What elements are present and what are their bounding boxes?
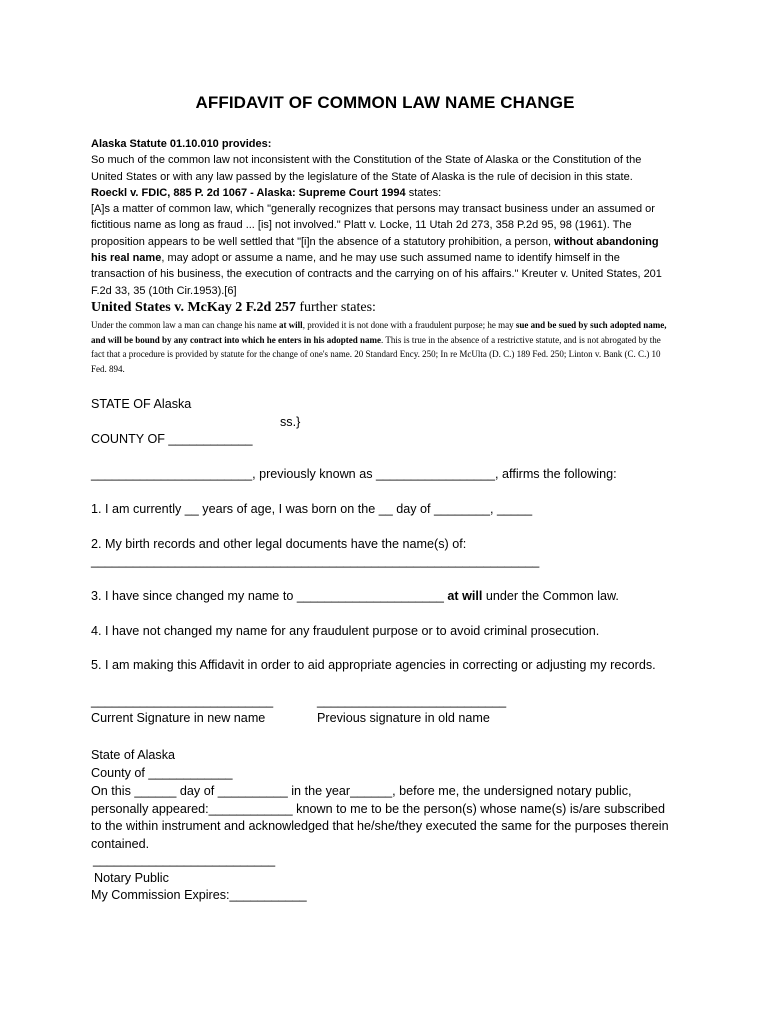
- current-signature-line: __________________________: [91, 694, 274, 708]
- previous-signature-line: ___________________________: [317, 694, 507, 708]
- roeckl-text-a: [A]s a matter of common law, which "generally recognizes that persons may transact business under an assumed or fictitious name as long as fraud ... [is] not involved." Platt v. Locke, 11 Utah 2d 273, 358 P.2d 95, 98 (1961). The proposition appears to be well settled that "[i]n the absence of a statutory prohibition, a person,: [91, 203, 655, 248]
- mckay-text: [91, 318, 671, 376]
- item-3-text-b: under the Common law.: [482, 589, 619, 603]
- roeckl-text-b: , may adopt or assume a name, and he may use such assumed name to identify himself in the transaction of his business, the execution of contracts and the carrying on of his affairs." Kreuter v. United States, 201 F.2d 33, 35 (10th Cir.1953).[6]: [91, 252, 662, 297]
- statute-section: [91, 136, 671, 299]
- roeckl-text: [91, 201, 671, 299]
- venue-ss: ss.}: [280, 415, 301, 429]
- statute-heading: Alaska Statute 01.10.010 provides:: [91, 138, 272, 150]
- notary-text: On this ______ day of __________ in the year______, before me, the undersigned notary public, personally appeared:____________ known to me to be the person(s) whose name(s) is/are subscribed to the within instrument and acknowledged that he/she/they executed the same for the purposes therein contained.: [91, 784, 669, 851]
- roeckl-bold-a: without abandoning his real name: [91, 235, 659, 265]
- statute-text: So much of the common law not inconsistent with the Constitution of the State of Alaska or the Constitution of the United States or with any law passed by the legislature of the State of Alaska is the rule of decision in this state.: [91, 154, 642, 183]
- affiant-line: _______________________, previously known as _________________, affirms the following:: [91, 467, 617, 481]
- mckay-text-c: . This is true in the absence of a restrictive statute, and is not abrogated by the fact that a procedure is provided by statute for the change of one's name. 20 Standard Ency. 250; In re McUlta (D. C.) 189 Fed. 250; Linton v. Bank (C. C.) 10 Fed. 894.: [91, 334, 661, 374]
- roeckl-case: Roeckl v. FDIC, 885 P. 2d 1067 - Alaska: Supreme Court 1994: [91, 186, 406, 199]
- mckay-case: United States v. McKay 2 F.2d 257: [91, 300, 296, 315]
- item-3-bold: at will: [447, 589, 483, 603]
- item-2: 2. My birth records and other legal documents have the name(s) of:: [91, 537, 467, 551]
- item-2-blank: ________________________________________________________________: [91, 554, 540, 568]
- notary-state: State of Alaska: [91, 748, 176, 762]
- roeckl-heading: [91, 185, 671, 201]
- item-4: 4. I have not changed my name for any fraudulent purpose or to avoid criminal prosecution.: [91, 624, 600, 638]
- notary-signature-line: __________________________: [93, 853, 276, 867]
- commission-expires: My Commission Expires:___________: [91, 888, 307, 902]
- item-1: 1. I am currently __ years of age, I was born on the __ day of ________, _____: [91, 502, 533, 516]
- item-5: 5. I am making this Affidavit in order to aid appropriate agencies in correcting or adjusting my records.: [91, 658, 656, 672]
- previous-signature-label: Previous signature in old name: [317, 711, 490, 725]
- venue-county: COUNTY OF ____________: [91, 432, 253, 446]
- notary-county: County of ____________: [91, 766, 233, 780]
- item-3: [91, 589, 619, 603]
- item-3-text-a: 3. I have since changed my name to _____________________: [91, 589, 448, 603]
- mckay-suffix: further states:: [295, 300, 376, 315]
- document-title: AFFIDAVIT OF COMMON LAW NAME CHANGE: [195, 93, 575, 112]
- mckay-bold-b: sue and be sued by such adopted name, and will be bound by any contract into which he enters in his adopted name: [91, 320, 667, 345]
- current-signature-label: Current Signature in new name: [91, 711, 266, 725]
- mckay-heading: [91, 298, 671, 318]
- notary-public-label: Notary Public: [94, 871, 169, 885]
- mckay-text-a: Under the common law a man can change his name: [91, 320, 279, 330]
- mckay-section: [91, 298, 671, 376]
- mckay-bold-a: at will: [278, 320, 303, 330]
- roeckl-suffix: states:: [405, 186, 442, 199]
- venue-state: STATE OF Alaska: [91, 397, 192, 411]
- mckay-text-b: , provided it is not done with a fraudulent purpose; he may: [302, 320, 516, 330]
